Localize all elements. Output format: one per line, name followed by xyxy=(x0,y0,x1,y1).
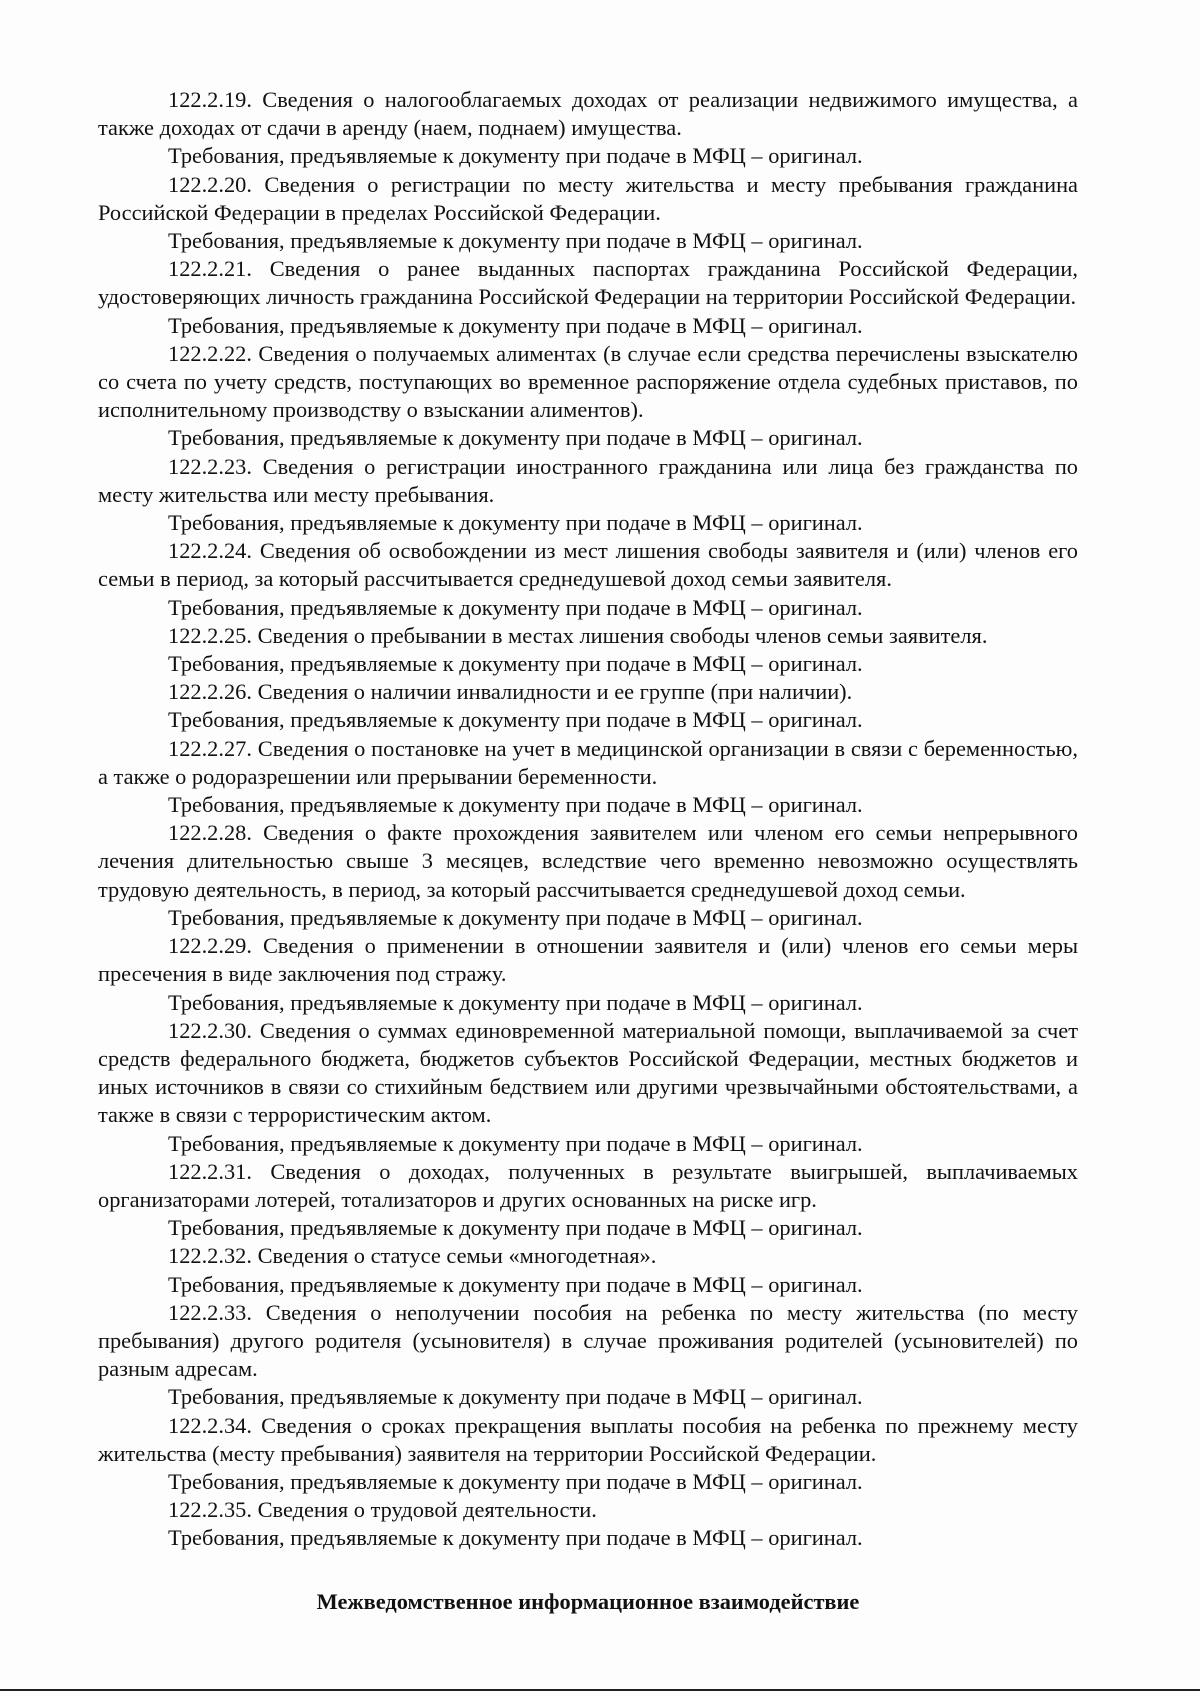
requirement-line: Требования, предъявляемые к документу при подаче в МФЦ – оригинал. xyxy=(168,1271,863,1297)
scan-edge-line xyxy=(0,1689,1200,1691)
paragraph-122-2-19: 122.2.19. Сведения о налогооблагаемых доходах от реализации недвижимого имущества, а также доходах от сдачи в аренду (наем, поднаем) имущества. xyxy=(98,87,1078,141)
paragraph-122-2-32: 122.2.32. Сведения о статусе семьи «многодетная». xyxy=(168,1243,657,1269)
paragraph-122-2-34: 122.2.34. Сведения о сроках прекращения выплаты пособия на ребенка по прежнему месту жительства (месту пребывания) заявителя на территории Российской Федерации. xyxy=(98,1412,1078,1466)
requirement-line: Требования, предъявляемые к документу при подаче в МФЦ – оригинал. xyxy=(168,904,863,930)
requirement-line: Требования, предъявляемые к документу при подаче в МФЦ – оригинал. xyxy=(168,228,863,254)
paragraph-122-2-35: 122.2.35. Сведения о трудовой деятельности. xyxy=(168,1497,597,1523)
paragraph-122-2-26: 122.2.26. Сведения о наличии инвалидности и ее группе (при наличии). xyxy=(168,679,853,705)
requirement-line: Требования, предъявляемые к документу при подаче в МФЦ – оригинал. xyxy=(168,1130,863,1156)
paragraph-122-2-27: 122.2.27. Сведения о постановке на учет в медицинской организации в связи с беременностью, а также о родоразрешении или прерывании беременности. xyxy=(98,735,1078,789)
paragraph-122-2-23: 122.2.23. Сведения о регистрации иностранного гражданина или лица без гражданства по месту жительства или месту пребывания. xyxy=(98,453,1078,507)
requirement-line: Требования, предъявляемые к документу при подаче в МФЦ – оригинал. xyxy=(168,989,863,1015)
paragraph-122-2-25: 122.2.25. Сведения о пребывании в местах лишения свободы членов семьи заявителя. xyxy=(168,622,988,648)
paragraph-122-2-22: 122.2.22. Сведения о получаемых алиментах (в случае если средства перечислены взыскателю со счета по учету средств, поступающих во временное распоряжение отдела судебных приставов, по исполнительному производству о взыскании алиментов). xyxy=(98,340,1078,423)
requirement-line: Требования, предъявляемые к документу при подаче в МФЦ – оригинал. xyxy=(168,510,863,536)
paragraph-122-2-30: 122.2.30. Сведения о суммах единовременной материальной помощи, выплачиваемой за счет средств федерального бюджета, бюджетов субъектов Российской Федерации, местных бюджетов и иных источников в связи со стихийным бедствием или другими чрезвычайными обстоятельствами, а также в связи с террористическим актом. xyxy=(98,1017,1078,1128)
requirement-line: Требования, предъявляемые к документу при подаче в МФЦ – оригинал. xyxy=(168,1215,863,1241)
requirement-line: Требования, предъявляемые к документу при подаче в МФЦ – оригинал. xyxy=(168,312,863,338)
requirement-line: Требования, предъявляемые к документу при подаче в МФЦ – оригинал. xyxy=(168,707,863,733)
requirement-line: Требования, предъявляемые к документу при подаче в МФЦ – оригинал. xyxy=(168,792,863,818)
section-heading: Межведомственное информационное взаимодействие xyxy=(316,1589,860,1614)
requirement-line: Требования, предъявляемые к документу при подаче в МФЦ – оригинал. xyxy=(168,1525,863,1551)
requirement-line: Требования, предъявляемые к документу при подаче в МФЦ – оригинал. xyxy=(168,594,863,620)
requirement-line: Требования, предъявляемые к документу при подаче в МФЦ – оригинал. xyxy=(168,143,863,169)
paragraph-122-2-24: 122.2.24. Сведения об освобождении из мест лишения свободы заявителя и (или) членов его семьи в период, за который рассчитывается среднедушевой доход семьи заявителя. xyxy=(98,538,1078,592)
paragraph-122-2-31: 122.2.31. Сведения о доходах, полученных в результате выигрышей, выплачиваемых организаторами лотерей, тотализаторов и других основанных на риске игр. xyxy=(98,1158,1078,1212)
paragraph-122-2-29: 122.2.29. Сведения о применении в отношении заявителя и (или) членов его семьи меры пресечения в виде заключения под стражу. xyxy=(98,933,1078,987)
paragraph-122-2-28: 122.2.28. Сведения о факте прохождения заявителем или членом его семьи непрерывного лечения длительностью свыше 3 месяцев, вследствие чего временно невозможно осуществлять трудовую деятельность, в период, за который рассчитывается среднедушевой доход семьи. xyxy=(98,820,1078,902)
requirement-line: Требования, предъявляемые к документу при подаче в МФЦ – оригинал. xyxy=(168,651,863,677)
paragraph-122-2-20: 122.2.20. Сведения о регистрации по месту жительства и месту пребывания гражданина Российской Федерации в пределах Российской Федерации. xyxy=(98,171,1078,225)
paragraph-122-2-33: 122.2.33. Сведения о неполучении пособия на ребенка по месту жительства (по месту пребывания) другого родителя (усыновителя) в случае проживания родителей (усыновителей) по разным адресам. xyxy=(98,1299,1078,1382)
paragraph-122-2-21: 122.2.21. Сведения о ранее выданных паспортах гражданина Российской Федерации, удостоверяющих личность гражданина Российской Федерации на территории Российской Федерации. xyxy=(98,256,1078,310)
requirement-line: Требования, предъявляемые к документу при подаче в МФЦ – оригинал. xyxy=(168,1384,863,1410)
requirement-line: Требования, предъявляемые к документу при подаче в МФЦ – оригинал. xyxy=(168,1468,863,1494)
requirement-line: Требования, предъявляемые к документу при подаче в МФЦ – оригинал. xyxy=(168,425,863,451)
document-body xyxy=(98,86,1078,1553)
